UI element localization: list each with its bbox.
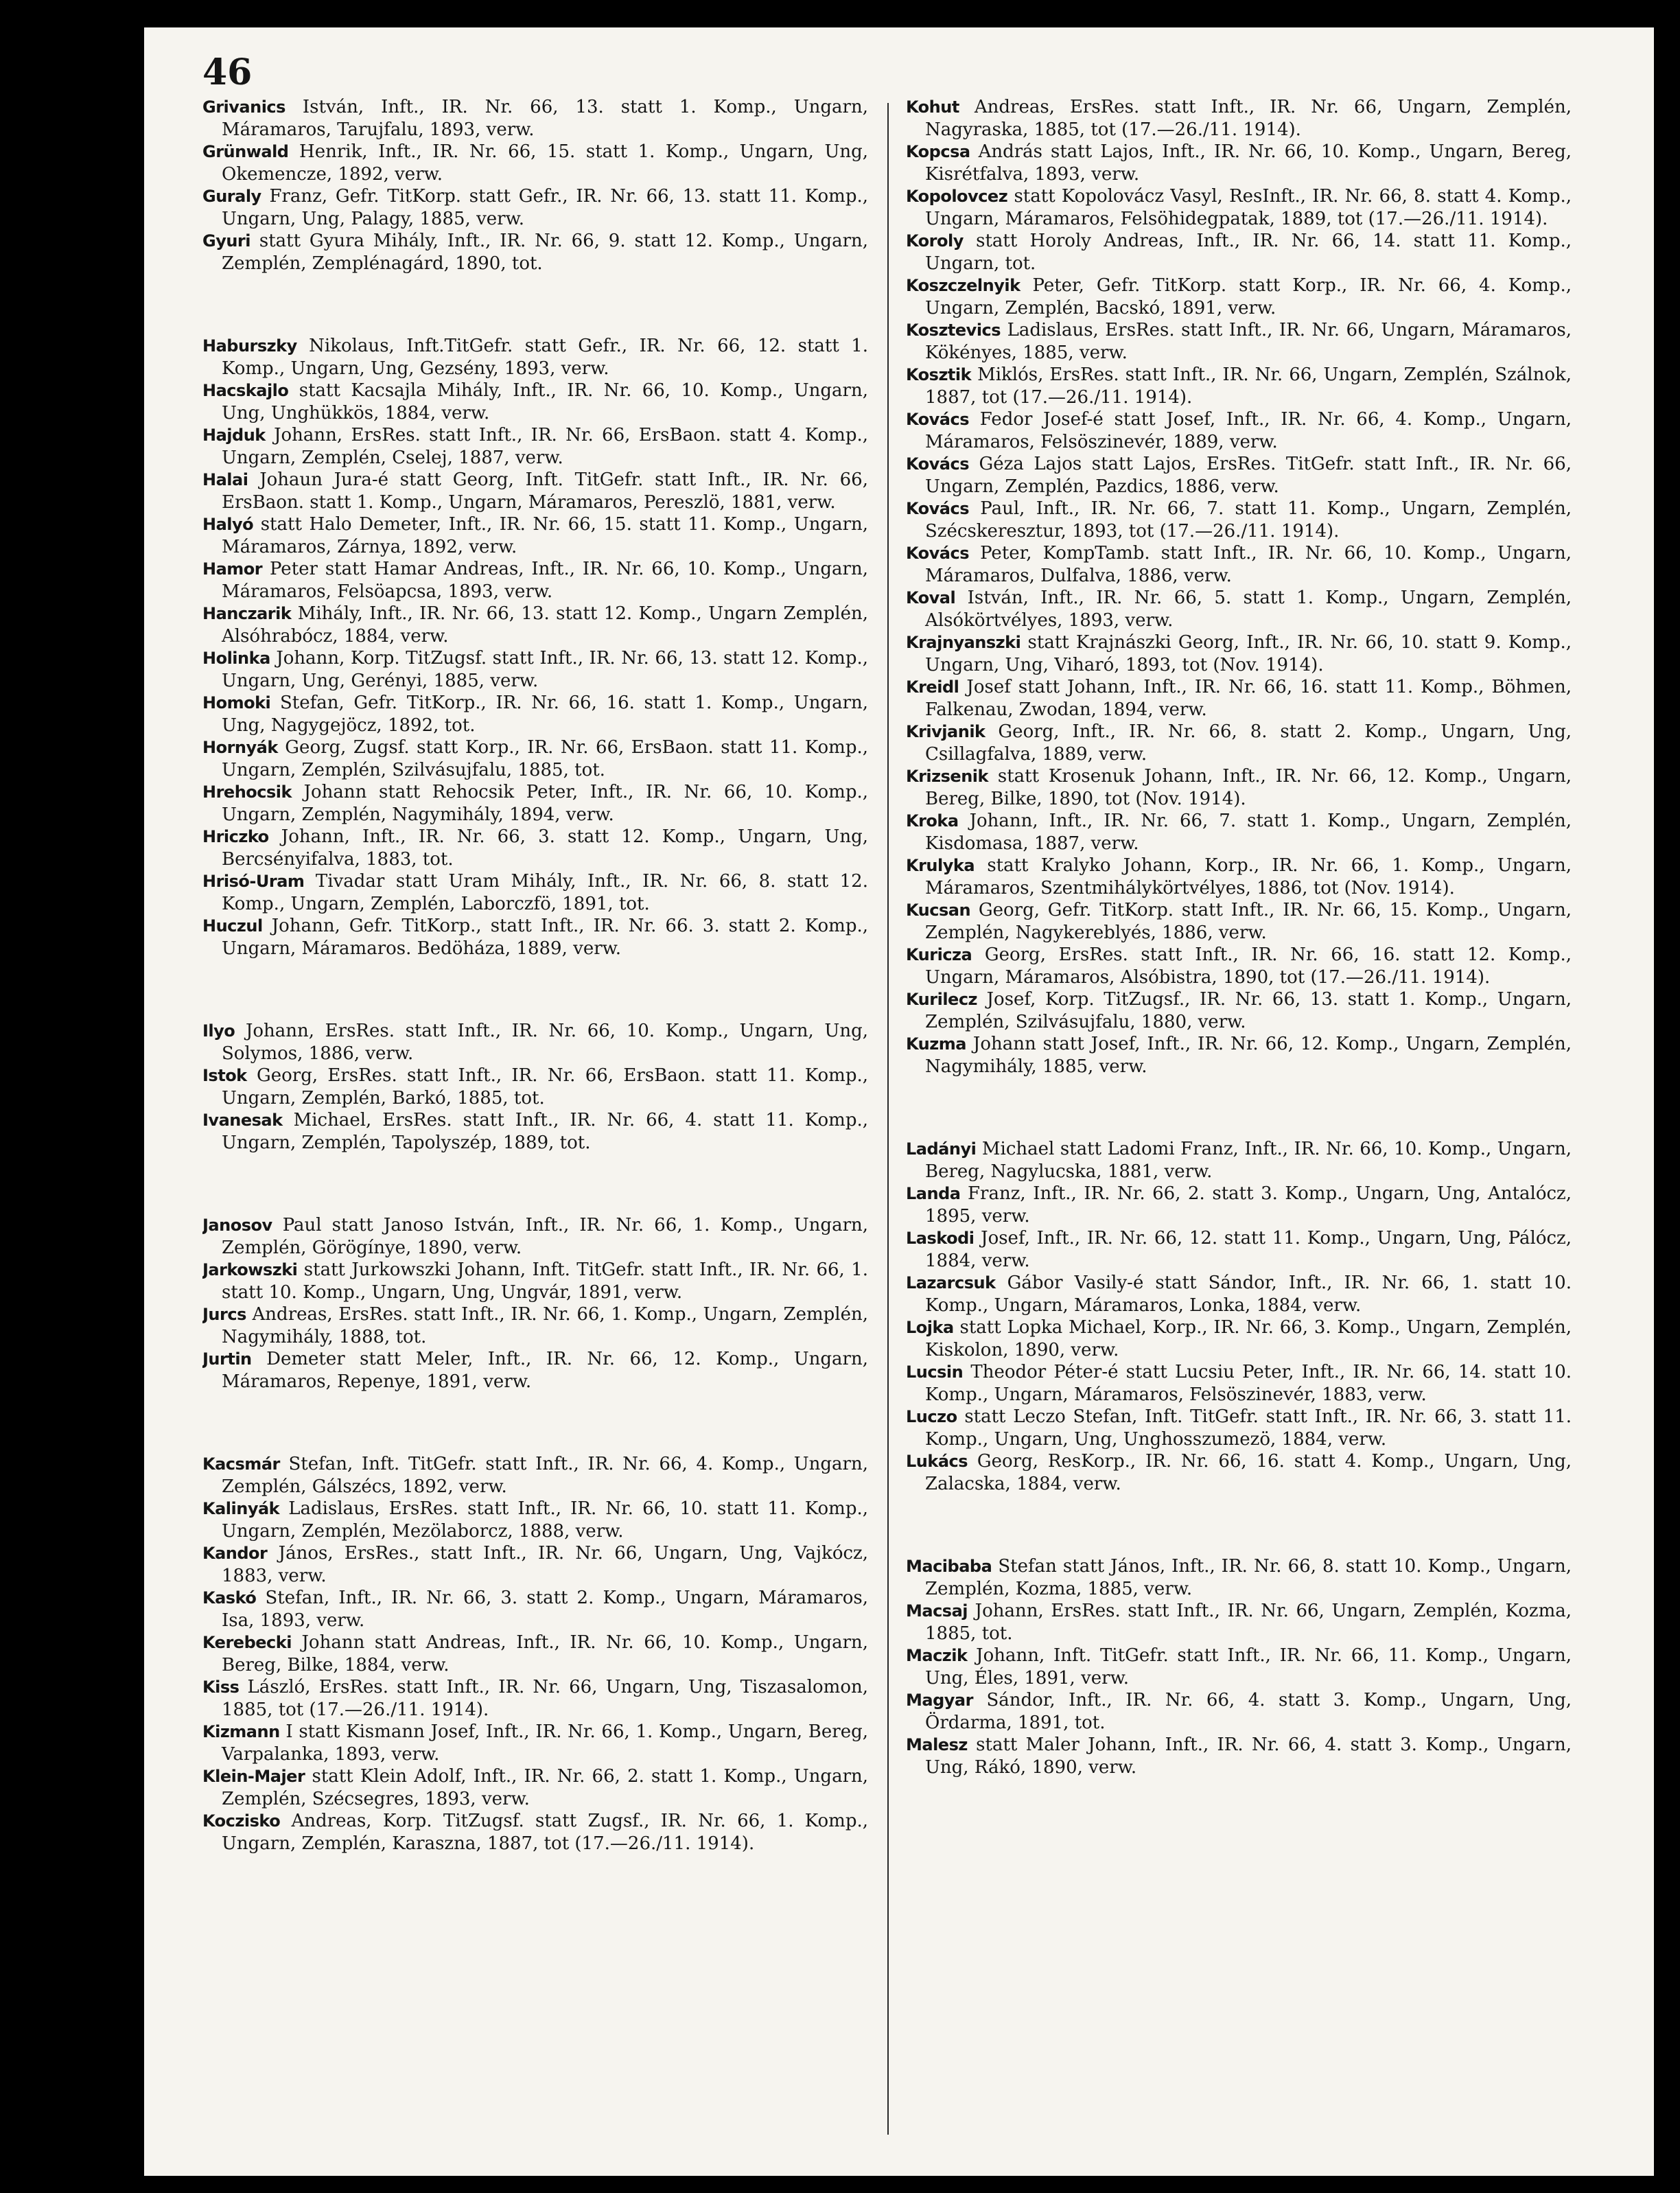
entry-details: Georg, Gefr. TitKorp. statt Inft., IR. Nr. 66, 15. Komp., Ungarn, Zemplén, Nagykereblyés, 1886, verw. <box>925 900 1572 943</box>
register-entry <box>202 230 868 275</box>
entry-surname: Haburszky <box>202 336 297 356</box>
entry-surname: Hornyák <box>202 738 278 757</box>
entry-details: Johann statt Rehocsik Peter, Inft., IR. Nr. 66, 10. Komp., Ungarn, Zemplén, Nagymihály, 1894, verw. <box>222 782 868 825</box>
entry-details: statt Kopolovácz Vasyl, ResInft., IR. Nr. 66, 8. statt 4. Komp., Ungarn, Máramaros, Felsöhidegpatak, 1889, tot (17.—26./11. 1914). <box>925 186 1572 229</box>
entry-details: statt Maler Johann, Inft., IR. Nr. 66, 4. statt 3. Komp., Ungarn, Ung, Rákó, 1890, verw. <box>925 1734 1572 1778</box>
entry-details: János, ErsRes., statt Inft., IR. Nr. 66, Ungarn, Ung, Vajkócz, 1883, verw. <box>222 1543 868 1586</box>
entry-surname: Kerebecki <box>202 1633 292 1652</box>
entry-surname: Huczul <box>202 916 263 936</box>
column-divider <box>887 103 889 2135</box>
entry-surname: Krulyka <box>906 856 975 875</box>
entry-surname: Hriczko <box>202 827 269 846</box>
entry-details: Andreas, Korp. TitZugsf. statt Zugsf., IR. Nr. 66, 1. Komp., Ungarn, Zemplén, Karaszna, 1887, tot (17.—26./11. 1914). <box>222 1811 868 1854</box>
section-gap <box>202 1154 868 1214</box>
entry-details: Mihály, Inft., IR. Nr. 66, 13. statt 12. Komp., Ungarn Zemplén, Alsóhrabócz, 1884, verw. <box>222 603 868 647</box>
entry-details: Andreas, ErsRes. statt Inft., IR. Nr. 66, 1. Komp., Ungarn, Zemplén, Nagymihály, 1888, tot. <box>222 1304 868 1347</box>
register-entry <box>202 647 868 692</box>
entry-details: Johann, ErsRes. statt Inft., IR. Nr. 66, ErsBaon. statt 4. Komp., Ungarn, Zemplén, Cselej, 1887, verw. <box>222 425 868 468</box>
section-gap <box>202 960 868 1020</box>
register-entry <box>202 1020 868 1065</box>
section-gap <box>202 275 868 335</box>
register-entry <box>906 1645 1572 1689</box>
section-gap <box>906 1495 1572 1555</box>
register-entry <box>906 96 1572 141</box>
register-entry <box>202 1214 868 1259</box>
entry-details: Michael, ErsRes. statt Inft., IR. Nr. 66, 4. statt 11. Komp., Ungarn, Zemplén, Tapolyszép, 1889, tot. <box>222 1110 868 1153</box>
entry-details: statt Gyura Mihály, Inft., IR. Nr. 66, 9. statt 12. Komp., Ungarn, Zemplén, Zemplénagárd, 1890, tot. <box>222 231 868 274</box>
entry-details: Miklós, ErsRes. statt Inft., IR. Nr. 66, Ungarn, Zemplén, Szálnok, 1887, tot (17.—26./11. 1914). <box>925 364 1572 408</box>
entry-surname: Laskodi <box>906 1229 975 1248</box>
entry-details: Johann, Inft. TitGefr. statt Inft., IR. Nr. 66, 11. Komp., Ungarn, Ung, Éles, 1891, verw. <box>925 1645 1572 1689</box>
entry-surname: Kandor <box>202 1544 268 1563</box>
register-entry <box>906 542 1572 587</box>
entry-surname: Macibaba <box>906 1557 992 1576</box>
entry-surname: Jurtin <box>202 1349 252 1369</box>
entry-details: Stefan, Gefr. TitKorp., IR. Nr. 66, 16. statt 1. Komp., Ungarn, Ung, Nagygejöcz, 1892, tot. <box>222 693 868 736</box>
register-entry <box>202 1259 868 1303</box>
register-entry <box>202 1348 868 1393</box>
register-entry <box>906 453 1572 498</box>
register-entry <box>202 96 868 141</box>
entry-surname: Lazarcsuk <box>906 1273 996 1292</box>
section-gap <box>906 1078 1572 1138</box>
entry-surname: Malesz <box>906 1735 968 1754</box>
register-entry <box>202 692 868 736</box>
entry-details: Georg, ResKorp., IR. Nr. 66, 16. statt 4. Komp., Ungarn, Ung, Zalacska, 1884, verw. <box>925 1451 1572 1494</box>
entry-surname: Hamor <box>202 559 263 579</box>
entry-details: Peter, Gefr. TitKorp. statt Korp., IR. Nr. 66, 4. Komp., Ungarn, Zemplén, Bacskó, 1891, verw. <box>925 275 1572 318</box>
entry-surname: Maczik <box>906 1646 968 1665</box>
register-entry <box>906 855 1572 899</box>
register-entry <box>906 408 1572 453</box>
entry-details: Paul, Inft., IR. Nr. 66, 7. statt 11. Komp., Ungarn, Zemplén, Szécskeresztur, 1893, tot (17.—26./11. 1914). <box>925 498 1572 542</box>
register-entry <box>202 870 868 915</box>
entry-surname: Hacskajlo <box>202 381 289 400</box>
entry-details: Paul statt Janoso István, Inft., IR. Nr. 66, 1. Komp., Ungarn, Zemplén, Görögínye, 1890, verw. <box>222 1215 868 1258</box>
entry-surname: Macsaj <box>906 1601 968 1621</box>
entry-surname: Koval <box>906 588 956 607</box>
register-entry <box>906 319 1572 364</box>
left-column <box>202 96 868 2142</box>
entry-surname: Luczo <box>906 1407 957 1426</box>
entry-surname: Ladányi <box>906 1139 977 1159</box>
register-entry <box>202 1109 868 1154</box>
entry-surname: Holinka <box>202 649 270 668</box>
register-entry <box>202 513 868 558</box>
entry-surname: Koszczelnyik <box>906 276 1020 295</box>
entry-surname: Janosov <box>202 1216 272 1235</box>
entry-surname: Krivjanik <box>906 722 985 741</box>
register-entry <box>202 603 868 647</box>
register-entry <box>906 899 1572 944</box>
entry-surname: Kovács <box>906 410 970 429</box>
entry-surname: Kiss <box>202 1678 240 1697</box>
entry-details: Stefan, Inft., IR. Nr. 66, 3. statt 2. Komp., Ungarn, Máramaros, Isa, 1893, verw. <box>222 1588 868 1631</box>
entry-surname: Kopcsa <box>906 142 970 161</box>
entry-details: statt Lopka Michael, Korp., IR. Nr. 66, 3. Komp., Ungarn, Zemplén, Kiskolon, 1890, verw. <box>925 1317 1572 1360</box>
entry-details: statt Kacsajla Mihály, Inft., IR. Nr. 66, 10. Komp., Ungarn, Ung, Unghükkös, 1884, verw. <box>222 380 868 423</box>
entry-surname: Grünwald <box>202 142 289 161</box>
register-entry <box>202 1721 868 1765</box>
register-entry <box>202 781 868 826</box>
register-entry <box>906 676 1572 721</box>
register-entry <box>202 1498 868 1542</box>
register-entry <box>906 230 1572 275</box>
entry-details: Peter statt Hamar Andreas, Inft., IR. Nr. 66, 10. Komp., Ungarn, Máramaros, Felsöapcsa, 1893, verw. <box>222 559 868 602</box>
register-entry <box>906 944 1572 988</box>
entry-surname: Kucsan <box>906 901 971 920</box>
entry-surname: Kacsmár <box>202 1454 280 1474</box>
register-entry <box>202 1065 868 1109</box>
register-entry <box>202 1810 868 1855</box>
entry-details: István, Inft., IR. Nr. 66, 13. statt 1. Komp., Ungarn, Máramaros, Tarujfalu, 1893, verw. <box>222 97 868 140</box>
entry-details: Johann, ErsRes. statt Inft., IR. Nr. 66, 10. Komp., Ungarn, Ung, Solymos, 1886, verw. <box>222 1021 868 1064</box>
register-entry <box>906 1555 1572 1600</box>
entry-details: Josef, Korp. TitZugsf., IR. Nr. 66, 13. statt 1. Komp., Ungarn, Zemplén, Szilvásujfalu, 1880, verw. <box>925 989 1572 1032</box>
entry-details: Franz, Gefr. TitKorp. statt Gefr., IR. Nr. 66, 13. statt 11. Komp., Ungarn, Ung, Palagy, 1885, verw. <box>222 186 868 229</box>
register-entry <box>202 558 868 603</box>
register-entry <box>906 810 1572 855</box>
register-entry <box>906 185 1572 230</box>
register-entry <box>202 1303 868 1348</box>
register-entry <box>906 1361 1572 1406</box>
entry-details: statt Krosenuk Johann, Inft., IR. Nr. 66, 12. Komp., Ungarn, Bereg, Bilke, 1890, tot (Nov. 1914). <box>925 766 1572 809</box>
entry-surname: Kosztik <box>906 365 972 384</box>
entry-surname: Kizmann <box>202 1722 280 1741</box>
register-entry <box>202 826 868 870</box>
entry-details: Géza Lajos statt Lajos, ErsRes. TitGefr. statt Inft., IR. Nr. 66, Ungarn, Zemplén, Pazdics, 1886, verw. <box>925 454 1572 497</box>
register-entry <box>202 1453 868 1498</box>
entry-surname: Klein-Majer <box>202 1767 305 1786</box>
entry-surname: Ilyo <box>202 1021 235 1041</box>
entry-surname: Istok <box>202 1066 247 1085</box>
register-entry <box>906 1138 1572 1183</box>
register-entry <box>202 1587 868 1632</box>
page-number: 46 <box>202 51 253 93</box>
entry-surname: Lucsin <box>906 1362 964 1382</box>
entry-surname: Kovács <box>906 454 970 474</box>
entry-details: Stefan statt János, Inft., IR. Nr. 66, 8. statt 10. Komp., Ungarn, Zemplén, Kozma, 1885, verw. <box>925 1556 1572 1599</box>
entry-surname: Kuzma <box>906 1034 966 1054</box>
entry-surname: Koczisko <box>202 1811 281 1831</box>
entry-surname: Krajnyanszki <box>906 633 1021 652</box>
entry-details: statt Klein Adolf, Inft., IR. Nr. 66, 2. statt 1. Komp., Ungarn, Zemplén, Szécsegres, 1893, verw. <box>222 1766 868 1809</box>
entry-details: Josef statt Johann, Inft., IR. Nr. 66, 16. statt 11. Komp., Böhmen, Falkenau, Zwodan, 1894, verw. <box>925 677 1572 720</box>
register-entry <box>906 587 1572 631</box>
entry-details: Sándor, Inft., IR. Nr. 66, 4. statt 3. Komp., Ungarn, Ung, Ördarma, 1891, tot. <box>925 1690 1572 1733</box>
entry-details: Georg, ErsRes. statt Inft., IR. Nr. 66, ErsBaon. statt 11. Komp., Ungarn, Zemplén, Barkó, 1885, tot. <box>222 1065 868 1109</box>
entry-details: Tivadar statt Uram Mihály, Inft., IR. Nr. 66, 8. statt 12. Komp., Ungarn, Zemplén, Laborczfö, 1891, tot. <box>222 871 868 914</box>
register-entry <box>906 1600 1572 1645</box>
entry-surname: Kaskó <box>202 1588 257 1608</box>
register-entry <box>202 335 868 380</box>
entry-details: statt Jurkowszki Johann, Inft. TitGefr. statt Inft., IR. Nr. 66, 1. statt 10. Komp., Ungarn, Ung, Ungvár, 1891, verw. <box>222 1260 868 1303</box>
register-entry <box>202 915 868 960</box>
register-entry <box>906 498 1572 542</box>
register-entry <box>906 1272 1572 1316</box>
entry-surname: Halai <box>202 470 248 489</box>
entry-details: Josef, Inft., IR. Nr. 66, 12. statt 11. Komp., Ungarn, Ung, Pálócz, 1884, verw. <box>925 1228 1572 1271</box>
entry-details: Peter, KompTamb. statt Inft., IR. Nr. 66, 10. Komp., Ungarn, Máramaros, Dulfalva, 1886, verw. <box>925 543 1572 586</box>
entry-details: István, Inft., IR. Nr. 66, 5. statt 1. Komp., Ungarn, Zemplén, Alsókörtvélyes, 1893, verw. <box>925 588 1572 631</box>
register-entry <box>202 736 868 781</box>
entry-details: Georg, Zugsf. statt Korp., IR. Nr. 66, ErsBaon. statt 11. Komp., Ungarn, Zemplén, Szilvásujfalu, 1885, tot. <box>222 737 868 780</box>
register-entry <box>906 1450 1572 1495</box>
register-entry <box>906 275 1572 319</box>
entry-surname: Kosztevics <box>906 321 1001 340</box>
register-entry <box>202 1632 868 1676</box>
register-entry <box>906 631 1572 676</box>
entry-details: András statt Lajos, Inft., IR. Nr. 66, 10. Komp., Ungarn, Bereg, Kisrétfalva, 1893, verw. <box>925 141 1572 185</box>
entry-details: Franz, Inft., IR. Nr. 66, 2. statt 3. Komp., Ungarn, Ung, Antalócz, 1895, verw. <box>925 1183 1572 1227</box>
entry-details: Michael statt Ladomi Franz, Inft., IR. Nr. 66, 10. Komp., Ungarn, Bereg, Nagylucska, 1881, verw. <box>925 1139 1572 1182</box>
entry-surname: Jurcs <box>202 1305 246 1324</box>
register-entry <box>906 765 1572 810</box>
entry-surname: Grivanics <box>202 97 285 117</box>
entry-surname: Kroka <box>906 811 959 831</box>
entry-surname: Lukács <box>906 1452 968 1471</box>
register-entry <box>906 1033 1572 1078</box>
entry-details: Georg, ErsRes. statt Inft., IR. Nr. 66, 16. statt 12. Komp., Ungarn, Máramaros, Alsóbistra, 1890, tot (17.—26./11. 1914). <box>925 944 1572 988</box>
register-entry <box>202 469 868 513</box>
entry-details: I statt Kismann Josef, Inft., IR. Nr. 66, 1. Komp., Ungarn, Bereg, Varpalanka, 1893, verw. <box>222 1721 868 1765</box>
entry-surname: Kovács <box>906 499 970 518</box>
entry-surname: Kalinyák <box>202 1499 280 1518</box>
register-entry <box>906 1406 1572 1450</box>
register-entry <box>906 1227 1572 1272</box>
register-entry <box>906 1689 1572 1734</box>
entry-surname: Hanczarik <box>202 604 292 623</box>
entry-surname: Lojka <box>906 1318 954 1337</box>
entry-surname: Magyar <box>906 1691 973 1710</box>
register-entry <box>202 1676 868 1721</box>
entry-details: Fedor Josef-é statt Josef, Inft., IR. Nr. 66, 4. Komp., Ungarn, Máramaros, Felsöszinevér, 1889, verw. <box>925 409 1572 452</box>
entry-details: Stefan, Inft. TitGefr. statt Inft., IR. Nr. 66, 4. Komp., Ungarn, Zemplén, Gálszécs, 1892, verw. <box>222 1454 868 1497</box>
register-entry <box>906 1734 1572 1778</box>
entry-surname: Homoki <box>202 693 271 712</box>
entry-surname: Kreidl <box>906 677 959 697</box>
entry-details: Andreas, ErsRes. statt Inft., IR. Nr. 66, Ungarn, Zemplén, Nagyraska, 1885, tot (17.—26./11. 1914). <box>925 97 1572 140</box>
entry-surname: Hrisó-Uram <box>202 872 305 891</box>
entry-surname: Guraly <box>202 187 261 206</box>
register-entry <box>906 1183 1572 1227</box>
entry-details: Demeter statt Meler, Inft., IR. Nr. 66, 12. Komp., Ungarn, Máramaros, Repenye, 1891, verw. <box>222 1349 868 1392</box>
right-column <box>906 96 1572 2142</box>
register-entry <box>202 424 868 469</box>
entry-surname: Kurilecz <box>906 990 978 1009</box>
entry-details: Johann, ErsRes. statt Inft., IR. Nr. 66, Ungarn, Zemplén, Kozma, 1885, tot. <box>925 1601 1572 1644</box>
entry-details: László, ErsRes. statt Inft., IR. Nr. 66, Ungarn, Ung, Tiszasalomon, 1885, tot (17.—26./11. 1914). <box>222 1677 868 1720</box>
entry-surname: Koroly <box>906 231 964 251</box>
register-entry <box>202 1542 868 1587</box>
entry-details: Johann statt Andreas, Inft., IR. Nr. 66, 10. Komp., Ungarn, Bereg, Bilke, 1884, verw. <box>222 1632 868 1675</box>
entry-surname: Kopolovcez <box>906 187 1008 206</box>
entry-details: statt Krajnászki Georg, Inft., IR. Nr. 66, 10. statt 9. Komp., Ungarn, Ung, Viharó, 1893, tot (Nov. 1914). <box>925 632 1572 675</box>
register-entry <box>202 380 868 424</box>
register-entry <box>202 1765 868 1810</box>
entry-details: Johann, Korp. TitZugsf. statt Inft., IR. Nr. 66, 13. statt 12. Komp., Ungarn, Ung, Gerényi, 1885, verw. <box>222 648 868 691</box>
entry-details: statt Kralyko Johann, Korp., IR. Nr. 66, 1. Komp., Ungarn, Máramaros, Szentmihálykörtvélyes, 1886, tot (Nov. 1914). <box>925 855 1572 898</box>
entry-details: Ladislaus, ErsRes. statt Inft., IR. Nr. 66, Ungarn, Máramaros, Kökényes, 1885, verw. <box>925 320 1572 363</box>
document-page <box>144 27 1654 2176</box>
entry-details: Johann, Gefr. TitKorp., statt Inft., IR. Nr. 66. 3. statt 2. Komp., Ungarn, Máramaros. Bedöháza, 1889, verw. <box>222 916 868 959</box>
entry-details: statt Leczo Stefan, Inft. TitGefr. statt Inft., IR. Nr. 66, 3. statt 11. Komp., Ungarn, Ung, Unghosszumezö, 1884, verw. <box>925 1406 1572 1450</box>
entry-surname: Jarkowszki <box>202 1260 298 1279</box>
entry-surname: Krizsenik <box>906 767 988 786</box>
register-entry <box>906 1316 1572 1361</box>
entry-surname: Halyó <box>202 515 254 534</box>
entry-details: Nikolaus, Inft.TitGefr. statt Gefr., IR. Nr. 66, 12. statt 1. Komp., Ungarn, Ung, Gezsény, 1893, verw. <box>222 336 868 379</box>
register-entry <box>906 721 1572 765</box>
entry-surname: Kuricza <box>906 945 972 964</box>
register-entry <box>906 364 1572 408</box>
entry-surname: Landa <box>906 1184 961 1203</box>
entry-surname: Hajduk <box>202 426 266 445</box>
entry-details: Johann, Inft., IR. Nr. 66, 7. statt 1. Komp., Ungarn, Zemplén, Kisdomasa, 1887, verw. <box>925 811 1572 854</box>
entry-surname: Ivanesak <box>202 1111 283 1130</box>
entry-surname: Hrehocsik <box>202 782 292 802</box>
entry-details: statt Horoly Andreas, Inft., IR. Nr. 66, 14. statt 11. Komp., Ungarn, tot. <box>925 231 1572 274</box>
entry-details: Gábor Vasily-é statt Sándor, Inft., IR. Nr. 66, 1. statt 10. Komp., Ungarn, Máramaros, Lonka, 1884, verw. <box>925 1273 1572 1316</box>
entry-surname: Gyuri <box>202 231 250 251</box>
entry-surname: Kohut <box>906 97 959 117</box>
register-entry <box>906 141 1572 185</box>
section-gap <box>202 1393 868 1453</box>
entry-details: Johann, Inft., IR. Nr. 66, 3. statt 12. Komp., Ungarn, Ung, Bercsényifalva, 1883, tot. <box>222 826 868 870</box>
entry-details: Henrik, Inft., IR. Nr. 66, 15. statt 1. Komp., Ungarn, Ung, Okemencze, 1892, verw. <box>222 141 868 185</box>
register-entry <box>202 185 868 230</box>
entry-details: Georg, Inft., IR. Nr. 66, 8. statt 2. Komp., Ungarn, Ung, Csillagfalva, 1889, verw. <box>925 721 1572 765</box>
entry-details: Johann statt Josef, Inft., IR. Nr. 66, 12. Komp., Ungarn, Zemplén, Nagymihály, 1885, verw. <box>925 1034 1572 1077</box>
entry-details: Johaun Jura-é statt Georg, Inft. TitGefr. statt Inft., IR. Nr. 66, ErsBaon. statt 1. Komp., Ungarn, Máramaros, Pereszlö, 1881, verw. <box>222 469 868 513</box>
register-entry <box>202 141 868 185</box>
entry-details: statt Halo Demeter, Inft., IR. Nr. 66, 15. statt 11. Komp., Ungarn, Máramaros, Zárnya, 1892, verw. <box>222 514 868 557</box>
entry-details: Theodor Péter-é statt Lucsiu Peter, Inft., IR. Nr. 66, 14. statt 10. Komp., Ungarn, Máramaros, Felsöszinevér, 1883, verw. <box>925 1362 1572 1405</box>
entry-details: Ladislaus, ErsRes. statt Inft., IR. Nr. 66, 10. statt 11. Komp., Ungarn, Zemplén, Mezölaborcz, 1888, verw. <box>222 1498 868 1542</box>
register-entry <box>906 988 1572 1033</box>
entry-surname: Kovács <box>906 544 970 563</box>
